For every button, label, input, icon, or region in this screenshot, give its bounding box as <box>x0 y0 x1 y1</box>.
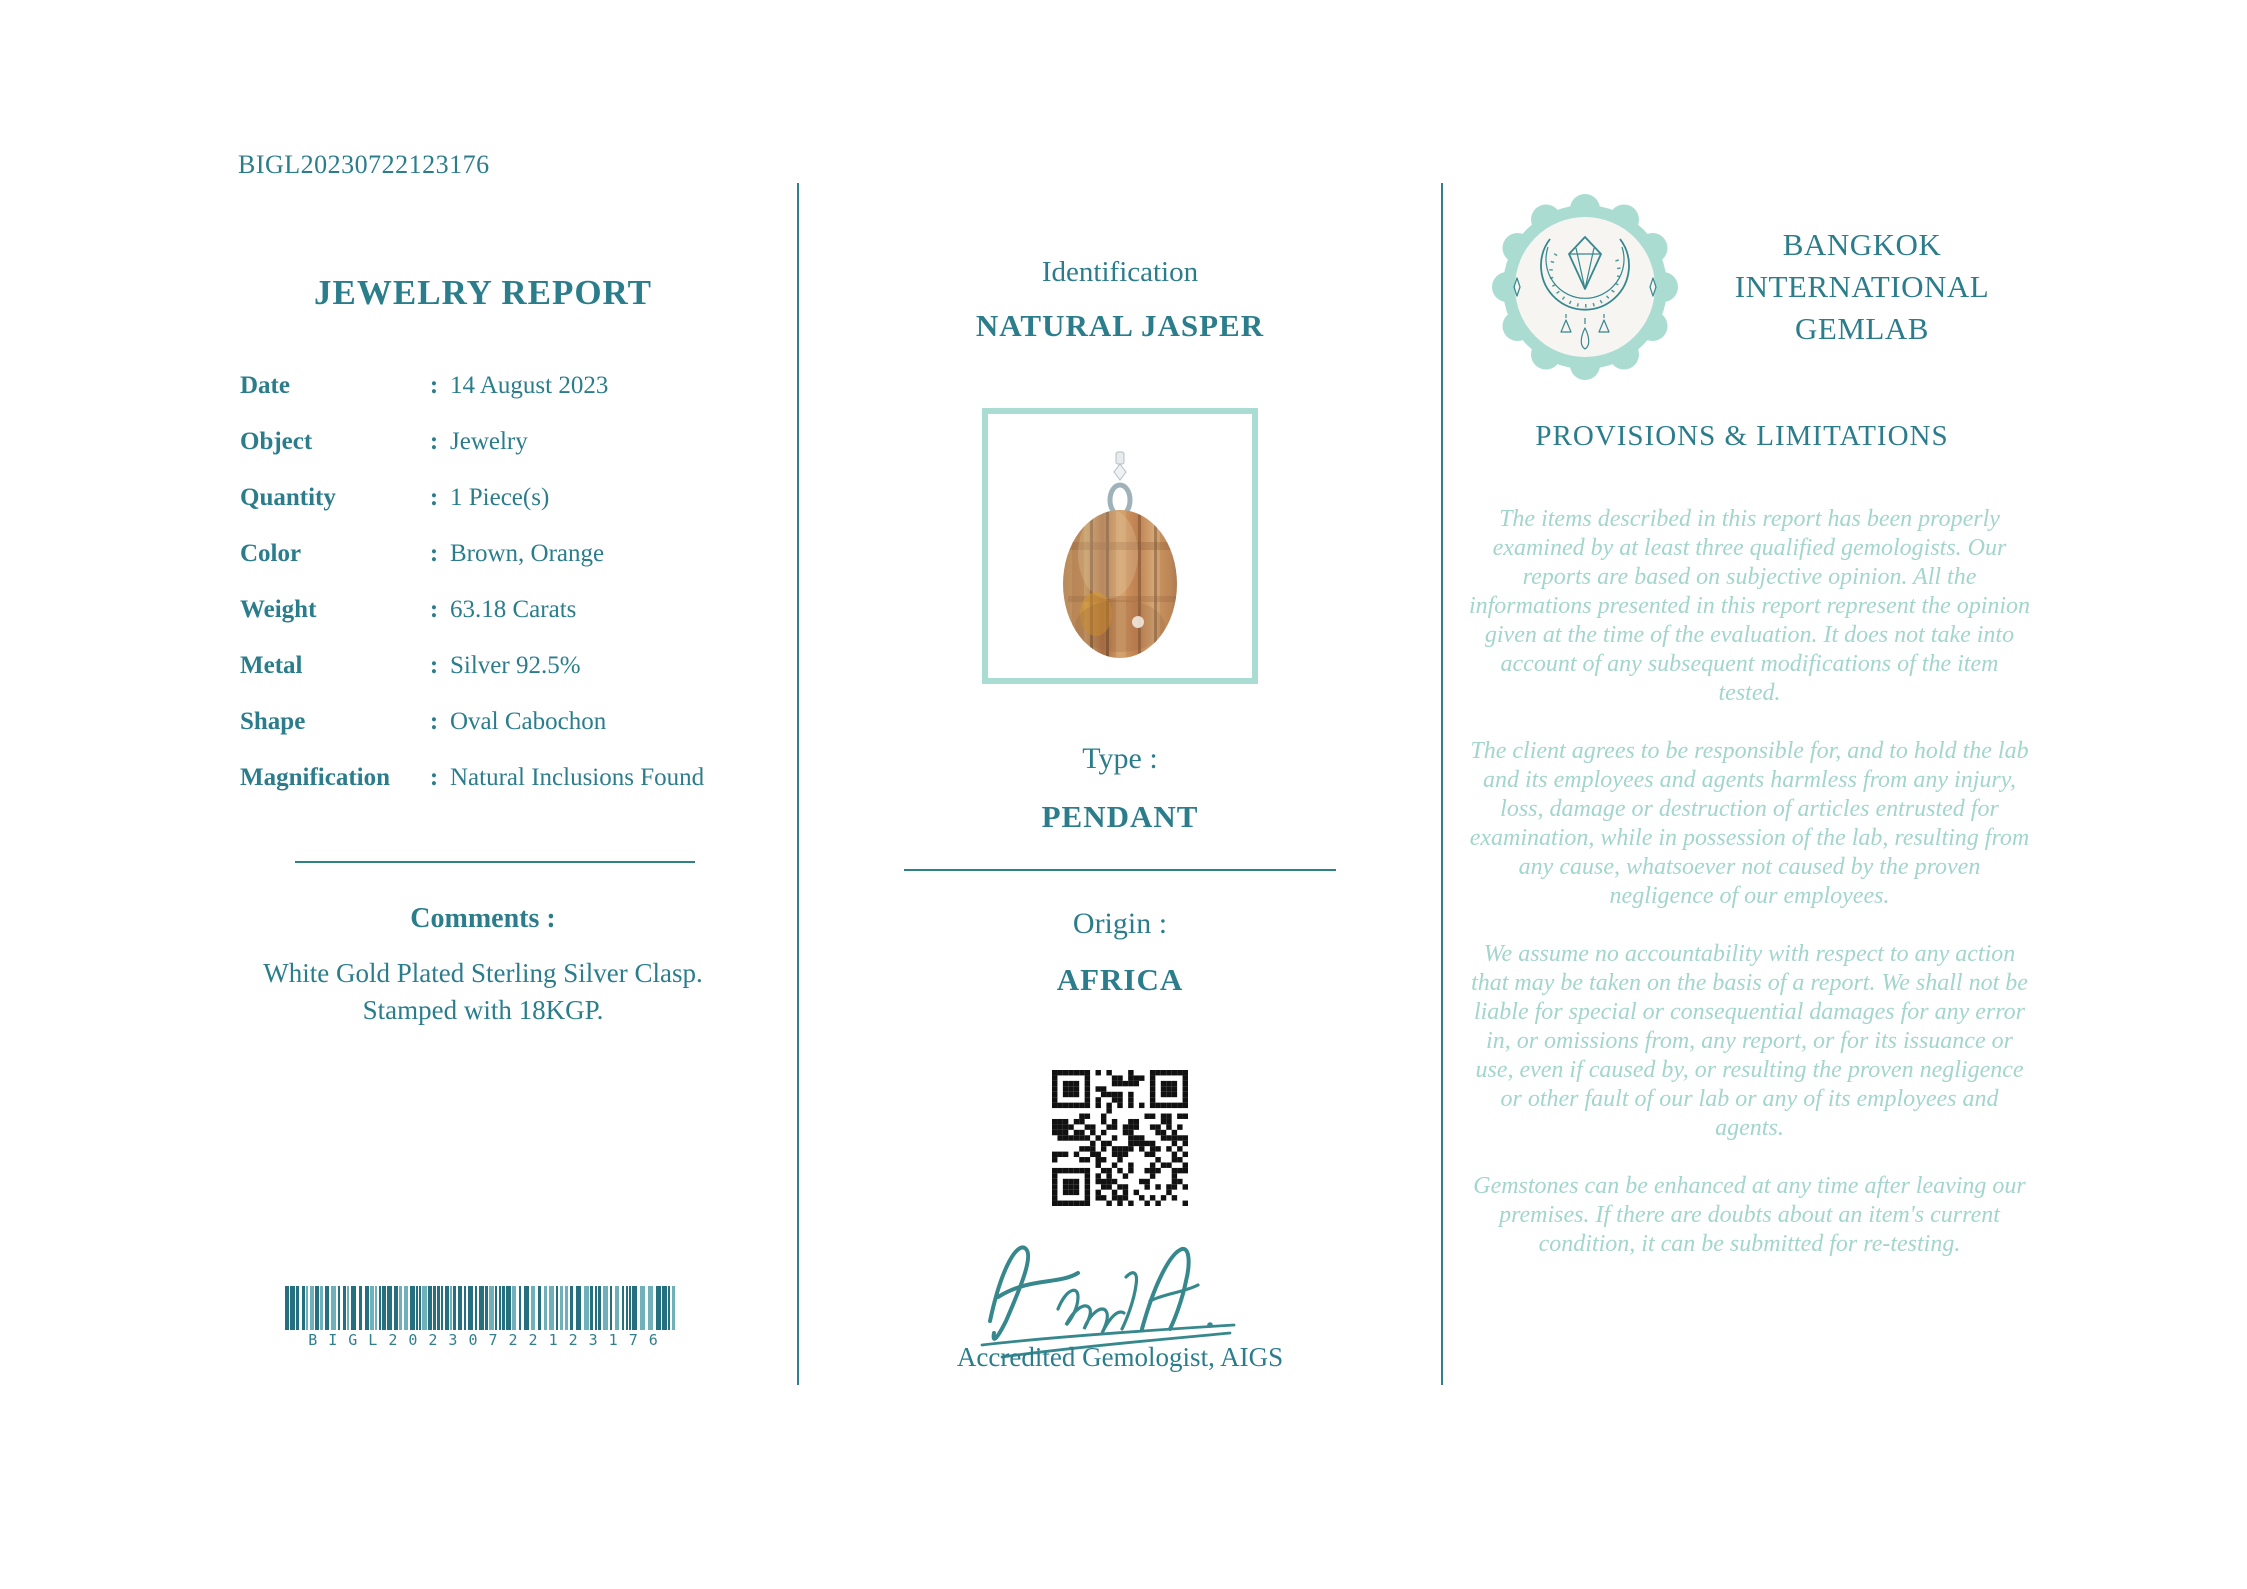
barcode <box>168 1286 798 1349</box>
field-label: Quantity <box>240 484 336 511</box>
comments-title: Comments : <box>410 903 556 934</box>
field-value: 63.18 Carats <box>450 596 577 623</box>
comment-line: White Gold Plated Sterling Silver Clasp. <box>263 958 703 988</box>
provisions-paragraph: Gemstones can be enhanced at any time after leaving our premises. If there are doubts about an item's current condition, it can be submitted for re-testing. <box>1473 1173 2026 1257</box>
provisions-paragraph: The client agrees to be responsible for, and to hold the lab and its employees and agents harmless from any injury, loss, damage or destruction of articles entrusted for examination, while in possession of the lab, resulting from any cause, whatsoever not caused by the proven negligence of our employees. <box>1469 738 2030 909</box>
field-label: Shape <box>240 708 306 735</box>
field-colon: : <box>429 652 439 679</box>
lab-name-line: INTERNATIONAL <box>1734 269 1990 304</box>
field-row-color <box>240 540 792 568</box>
lab-header <box>1490 192 2044 382</box>
barcode-text: BIGL20230722123176 <box>308 1331 669 1349</box>
report-fields <box>240 372 792 820</box>
field-row-metal <box>240 652 792 680</box>
provisions-paragraph: The items described in this report has been properly examined by at least three qualified gemologists. Our reports are based on subjective opinion. All the informations presented in this report represent the opinion given at the time of the evaluation. It does not take into account of any subsequent modifications of the item tested. <box>1468 506 2031 706</box>
type-value: PENDANT <box>1041 799 1199 834</box>
provisions-title: PROVISIONS & LIMITATIONS <box>1535 420 1949 452</box>
item-photo-frame <box>982 408 1258 684</box>
provisions-paragraph: We assume no accountability with respect to any action that may be taken on the basis of a report. We shall not be liable for special or consequential damages for any error in, or omissions from, any report, or for its issuance or use, even if caused by, or resulting the proven negligence or other fault of our lab or any of its employees and agents. <box>1471 941 2028 1141</box>
field-label: Weight <box>240 596 317 623</box>
field-colon: : <box>429 764 439 791</box>
lab-provisions-column <box>1452 0 2052 1589</box>
field-row-magnification <box>240 764 792 792</box>
field-label: Metal <box>240 652 303 679</box>
field-row-date <box>240 372 792 400</box>
field-value: Brown, Orange <box>450 540 605 567</box>
type-origin-divider-line <box>904 869 1336 871</box>
field-value: Natural Inclusions Found <box>450 764 705 791</box>
field-value: Oval Cabochon <box>450 708 607 735</box>
field-value: Jewelry <box>450 428 528 455</box>
origin-value: AFRICA <box>1056 962 1184 997</box>
comment-line: Stamped with 18KGP. <box>362 995 604 1025</box>
field-label: Object <box>240 428 313 455</box>
comments-body <box>168 955 798 1029</box>
barcode-svg <box>285 1286 681 1330</box>
field-value: 14 August 2023 <box>450 372 609 399</box>
field-value: Silver 92.5% <box>450 652 581 679</box>
field-row-object <box>240 428 792 456</box>
identification-value: NATURAL JASPER <box>975 308 1265 343</box>
field-label: Magnification <box>240 764 390 791</box>
field-colon: : <box>429 484 439 511</box>
report-number: BIGL20230722123176 <box>238 150 490 179</box>
gemlab-logo-icon <box>1490 192 1680 382</box>
field-colon: : <box>429 372 439 399</box>
field-row-weight <box>240 596 792 624</box>
jasper-pendant-photo <box>988 414 1252 678</box>
qr-code-svg <box>1052 1070 1188 1206</box>
gemologist-title: Accredited Gemologist, AIGS <box>956 1342 1284 1372</box>
field-value: 1 Piece(s) <box>450 484 550 511</box>
comments-divider-line <box>295 861 695 863</box>
lab-name-line: GEMLAB <box>1795 311 1929 346</box>
field-colon: : <box>429 428 439 455</box>
identification-label: Identification <box>1041 256 1199 288</box>
field-colon: : <box>429 708 439 735</box>
qr-code <box>1052 1070 1188 1206</box>
provisions-paragraphs <box>1467 505 2032 1288</box>
lab-name-line: BANGKOK <box>1782 227 1942 262</box>
signature-icon <box>970 1205 1270 1365</box>
identification-column <box>798 0 1442 1589</box>
report-details-column <box>168 0 798 1589</box>
field-label: Color <box>240 540 302 567</box>
origin-label: Origin : <box>1072 907 1168 940</box>
lab-name <box>1680 224 2044 350</box>
gemologist-signature <box>798 1205 1442 1365</box>
field-row-quantity <box>240 484 792 512</box>
field-label: Date <box>240 372 290 399</box>
page-title: JEWELRY REPORT <box>314 273 652 313</box>
field-colon: : <box>429 596 439 623</box>
type-label: Type : <box>1082 742 1158 775</box>
field-row-shape <box>240 708 792 736</box>
field-colon: : <box>429 540 439 567</box>
